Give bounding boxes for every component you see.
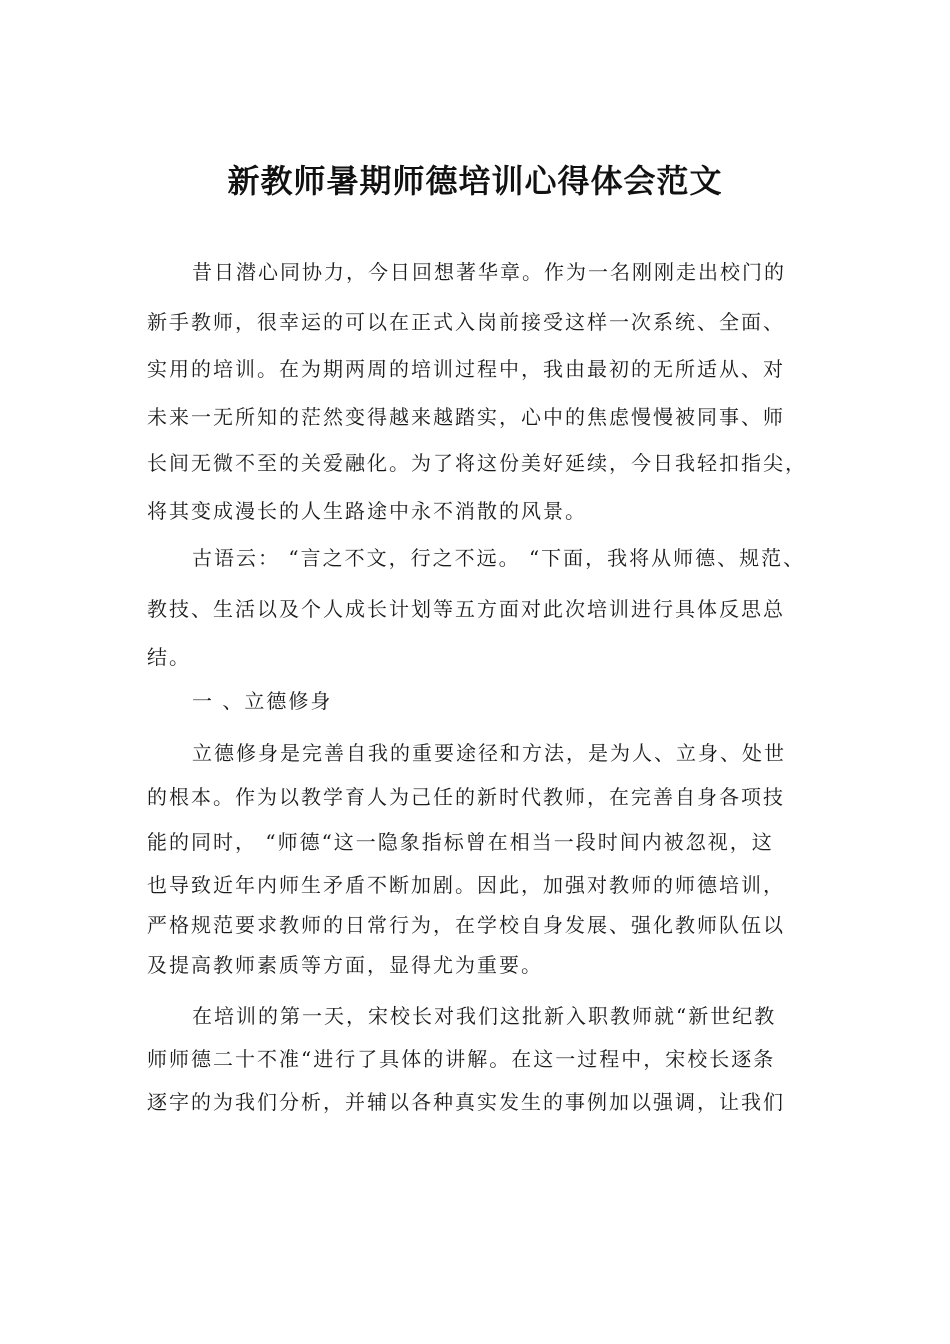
paragraph-3-line-5: 严格规范要求教师的日常行为，在学校自身发展、强化教师队伍以 xyxy=(147,913,785,937)
paragraph-3-line-2: 的根本。作为以教学育人为己任的新时代教师，在完善自身各项技 xyxy=(147,785,785,809)
paragraph-2-line-1: 古语云： “言之不文，行之不远。 “下面，我将从师德、规范、 xyxy=(192,546,806,570)
paragraph-4-line-2: 师师德二十不准“进行了具体的讲解。在这一过程中，宋校长逐条 xyxy=(147,1047,776,1071)
paragraph-1-line-5: 长间无微不至的关爱融化。为了将这份美好延续，今日我轻扣指尖， xyxy=(147,451,807,475)
document-title: 新教师暑期师德培训心得体会范文 xyxy=(227,162,723,200)
paragraph-1-line-6: 将其变成漫长的人生路途中永不消散的风景。 xyxy=(147,499,587,523)
paragraph-3-line-1: 立德修身是完善自我的重要途径和方法，是为人、立身、处世 xyxy=(192,741,786,765)
paragraph-4-line-1: 在培训的第一天，宋校长对我们这批新入职教师就“新世纪教 xyxy=(192,1004,777,1028)
paragraph-2-line-2: 教技、生活以及个人成长计划等五方面对此次培训进行具体反思总 xyxy=(147,597,785,621)
paragraph-1-line-2: 新手教师，很幸运的可以在正式入岗前接受这样一次系统、全面、 xyxy=(147,310,785,334)
paragraph-3-line-3: 能的同时， “师德“这一隐象指标曾在相当一段时间内被忽视，这 xyxy=(147,830,774,854)
paragraph-1-line-4: 未来一无所知的茫然变得越来越踏实，心中的焦虑慢慢被同事、师 xyxy=(147,405,785,429)
paragraph-2-line-3: 结。 xyxy=(147,645,191,669)
paragraph-1-line-1: 昔日潜心同协力，今日回想著华章。作为一名刚刚走出校门的 xyxy=(192,260,786,284)
paragraph-1-line-3: 实用的培训。在为期两周的培训过程中，我由最初的无所适从、对 xyxy=(147,357,785,381)
section-heading: 一 、立德修身 xyxy=(192,689,333,713)
paragraph-4-line-3: 逐字的为我们分析，并辅以各种真实发生的事例加以强调，让我们 xyxy=(147,1090,785,1114)
paragraph-3-line-4: 也导致近年内师生矛盾不断加剧。因此，加强对教师的师德培训， xyxy=(147,873,785,897)
paragraph-3-line-6: 及提高教师素质等方面，显得尤为重要。 xyxy=(147,953,543,977)
